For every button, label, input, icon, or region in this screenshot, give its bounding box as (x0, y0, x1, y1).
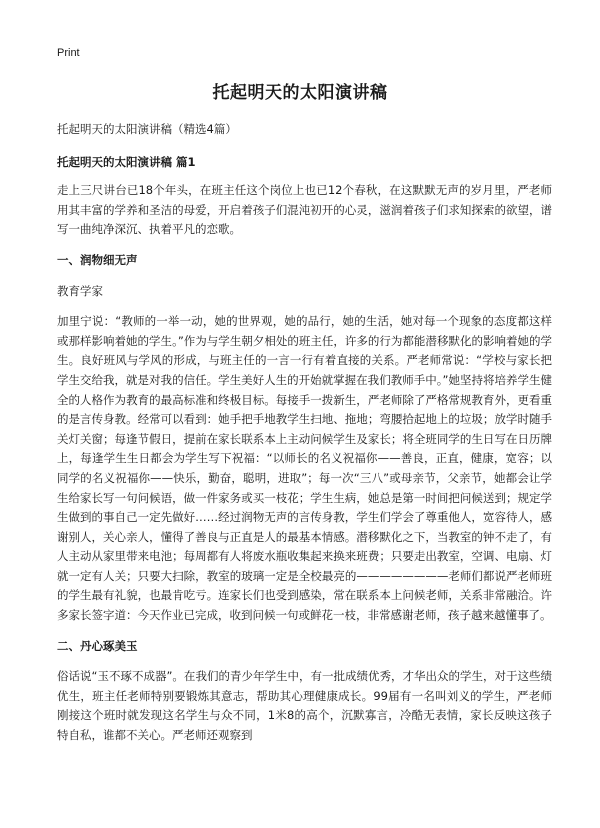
page-title: 托起明天的太阳演讲稿 (212, 83, 388, 103)
section-heading-2: 二、丹心琢美玉 (57, 638, 138, 653)
section-1-label: 教育学家 (57, 283, 103, 298)
section-heading-1: 一、润物细无声 (57, 252, 138, 267)
document-body (57, 120, 552, 757)
document-subtitle: 托起明天的太阳演讲稿（精选4篇） (57, 122, 237, 136)
intro-paragraph: 走上三尺讲台已18个年头，在班主任这个岗位上也已12个春秋，在这默默无声的岁月里，严老师用其丰富的学养和圣洁的母爱，开启着孩子们混沌初开的心灵，滋润着孩子们求知探索的欲望，谱写一曲纯净深沉、执着平凡的恋歌。 (57, 183, 552, 237)
section-1-paragraph: 加里宁说：“教师的一举一动，她的世界观，她的品行，她的生活，她对每一个现象的态度都这样或那样影响着她的学生。”作为与学生朝夕相处的班主任，许多的行为都能潜移默化的影响着她的学生。良好班风与学风的形成，与班主任的一言一行有着直接的关系。严老师常说：“学校与家长把学生交给我，就是对我的信任。学生美好人生的开始就掌握在我们教师手中。”她坚持将培养学生健全的人格作为教育的最高标准和终极目标。每接手一拨新生，严老师除了严格常规教育外，更看重的是言传身教。经常可以看到：她手把手地教学生扫地、拖地；弯腰拾起地上的垃圾；放学时随手关灯关窗；每逢节假日，提前在家长联系本上主动问候学生及家长；将全班同学的生日写在日历牌上，每逢学生生日都会为学生写下祝福：“以师长的名义祝福你——善良，正直，健康，宽容；以同学的名义祝福你——快乐，勤奋，聪明，进取”；每一次“三八”或母亲节，父亲节，她都会让学生给家长写一句问候语，做一件家务或买一枝花；学生生病，她总是第一时间把问候送到；规定学生做到的事自己一定先做好……经过润物无声的言传身教，学生们学会了尊重他人，宽容待人，感谢别人，关心亲人，懂得了善良与正直是人的最基本情感。潜移默化之下，当教室的钟不走了，有人主动从家里带来电池；每周都有人将废水瓶收集起来换来班费；只要走出教室，空调、电扇、灯就一定有人关；只要大扫除，教室的玻璃一定是全校最亮的————————老师们都说严老师班的学生最有礼貌，也最肯吃亏。连家长们也受到感染，常在联系本上问候老师，关系非常融洽。许多家长签字道：今天作业已完成，收到问候一句或鲜花一枝，非常感谢老师，孩子越来越懂事了。 (57, 314, 552, 623)
print-link[interactable]: Print (57, 47, 80, 59)
section-2-paragraph: 俗话说“玉不琢不成器”。在我们的青少年学生中，有一批成绩优秀，才华出众的学生，对于这些绩优生，班主任老师特别要锻炼其意志，帮助其心理健康成长。99届有一名叫刘义的学生，严老师刚接这个班时就发现这名学生与众不同，1米8的高个，沉默寡言，冷酷无表情，家长反映这孩子特自私，谁都不关心。严老师还观察到 (57, 669, 552, 743)
article-heading: 托起明天的太阳演讲稿 篇1 (57, 154, 196, 169)
